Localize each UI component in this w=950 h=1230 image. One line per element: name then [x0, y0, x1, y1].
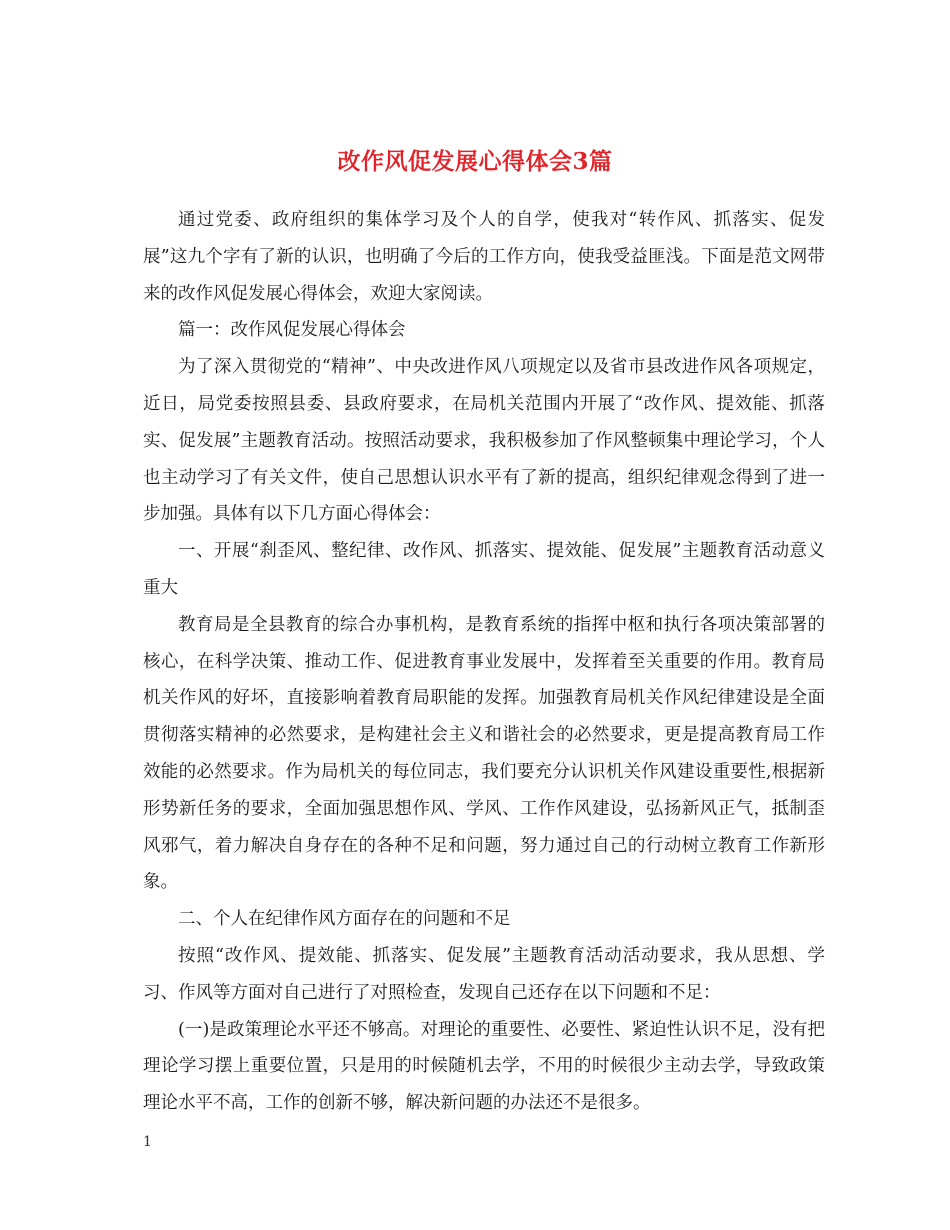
page-number: 1 — [143, 1134, 152, 1150]
paragraph-section-two-heading: 二、个人在纪律作风方面存在的问题和不足 — [178, 909, 511, 930]
document-title: 改作风促发展心得体会3篇 — [337, 148, 613, 176]
paragraph-section-one-heading: 一、开展“刹歪风、整纪律、改作风、抓落实、提效能、促发展”主题教育活动意义重大 — [143, 541, 825, 598]
paragraph-section-two-body: 按照“改作风、提效能、抓落实、促发展”主题教育活动活动要求，我从思想、学习、作风等方面对自己进行了对照检查，发现自己还存在以下问题和不足： — [143, 945, 825, 1003]
paragraph-background: 为了深入贯彻党的“精神”、中央改进作风八项规定以及省市县改进作风各项规定，近日，局党委按照县委、县政府要求，在局机关范围内开展了“改作风、提效能、抓落实、促发展”主题教育活动。按照活动要求，我积极参加了作风整顿集中理论学习，个人也主动学习了有关文件，使自己思想认识水平有了新的提高，组织纪律观念得到了进一步加强。具体有以下几方面心得体会： — [143, 357, 825, 525]
paragraph-part-one-heading: 篇一：改作风促发展心得体会 — [178, 320, 406, 341]
paragraph-intro: 通过党委、政府组织的集体学习及个人的自学，使我对“转作风、抓落实、促发展”这九个字有了新的认识，也明确了今后的工作方向，使我受益匪浅。下面是范文网带来的改作风促发展心得体会，欢迎大家阅读。 — [143, 210, 825, 304]
document-body — [143, 202, 825, 1122]
paragraph-section-one-body: 教育局是全县教育的综合办事机构，是教育系统的指挥中枢和执行各项决策部署的核心，在科学决策、推动工作、促进教育事业发展中，发挥着至关重要的作用。教育局机关作风的好坏，直接影响着教育局职能的发挥。加强教育局机关作风纪律建设是全面贯彻落实精神的必然要求，是构建社会主义和谐社会的必然要求，更是提高教育局工作效能的必然要求。作为局机关的每位同志，我们要充分认识机关作风建设重要性,根据新形势新任务的要求，全面加强思想作风、学风、工作作风建设，弘扬新风正气，抵制歪风邪气，着力解决自身存在的各种不足和问题，努力通过自己的行动树立教育工作新形象。 — [143, 614, 825, 893]
paragraph-issue-one: (一)是政策理论水平还不够高。对理论的重要性、必要性、紧迫性认识不足，没有把理论学习摆上重要位置，只是用的时候随机去学，不用的时候很少主动去学，导致政策理论水平不高，工作的创新不够，解决新问题的办法还不是很多。 — [143, 1019, 825, 1114]
